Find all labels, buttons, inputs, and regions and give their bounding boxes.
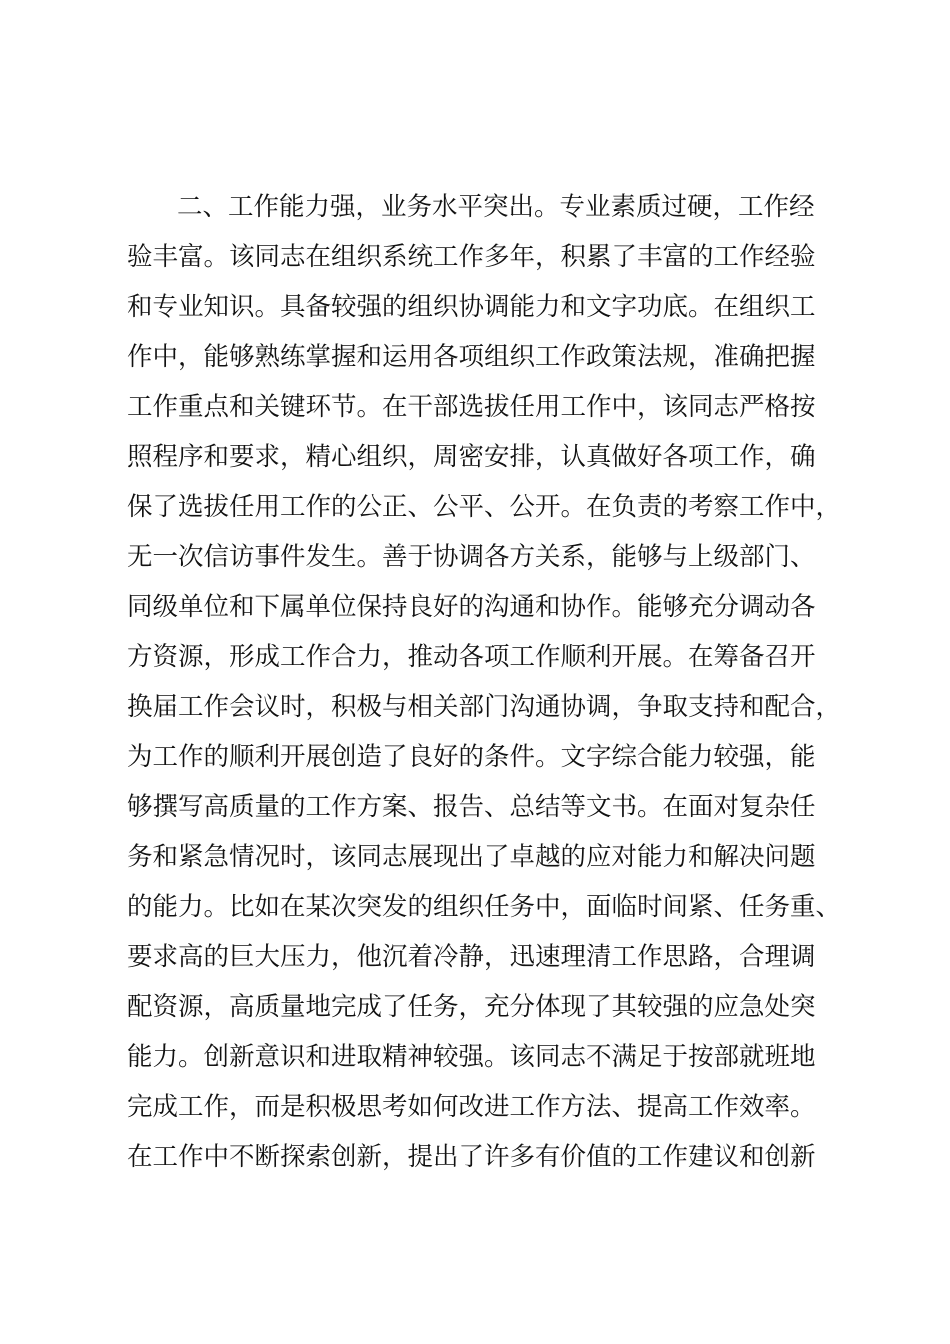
text-line: 务和紧急情况时，该同志展现出了卓越的应对能力和解决问题 (127, 842, 816, 872)
text-line: 验丰富。该同志在组织系统工作多年，积累了丰富的工作经验 (127, 242, 816, 272)
text-line: 配资源，高质量地完成了任务，充分体现了其较强的应急处突 (127, 992, 816, 1022)
text-line: 照程序和要求，精心组织，周密安排，认真做好各项工作，确 (127, 442, 816, 472)
text-line: 同级单位和下属单位保持良好的沟通和协作。能够充分调动各 (127, 592, 816, 622)
text-line: 够撰写高质量的工作方案、报告、总结等文书。在面对复杂任 (127, 792, 816, 822)
text-line: 为工作的顺利开展创造了良好的条件。文字综合能力较强，能 (127, 742, 816, 772)
text-line: 要求高的巨大压力，他沉着冷静，迅速理清工作思路，合理调 (127, 942, 816, 972)
text-line: 能力。创新意识和进取精神较强。该同志不满足于按部就班地 (127, 1042, 816, 1072)
body-paragraph (127, 182, 867, 1182)
text-line: 保了选拔任用工作的公正、公平、公开。在负责的考察工作中， (127, 492, 842, 522)
text-line: 的能力。比如在某次突发的组织任务中，面临时间紧、任务重、 (127, 892, 842, 922)
text-line: 方资源，形成工作合力，推动各项工作顺利开展。在筹备召开 (127, 642, 816, 672)
text-line: 二、工作能力强，业务水平突出。专业素质过硬，工作经 (177, 192, 815, 222)
text-line: 完成工作，而是积极思考如何改进工作方法、提高工作效率。 (127, 1092, 816, 1122)
text-line: 和专业知识。具备较强的组织协调能力和文字功底。在组织工 (127, 292, 816, 322)
text-line: 无一次信访事件发生。善于协调各方关系，能够与上级部门、 (127, 542, 816, 572)
text-line: 作中，能够熟练掌握和运用各项组织工作政策法规，准确把握 (127, 342, 816, 372)
text-line: 工作重点和关键环节。在干部选拔任用工作中，该同志严格按 (127, 392, 816, 422)
text-line: 在工作中不断探索创新，提出了许多有价值的工作建议和创新 (127, 1142, 816, 1172)
text-line: 换届工作会议时，积极与相关部门沟通协调，争取支持和配合， (127, 692, 842, 722)
